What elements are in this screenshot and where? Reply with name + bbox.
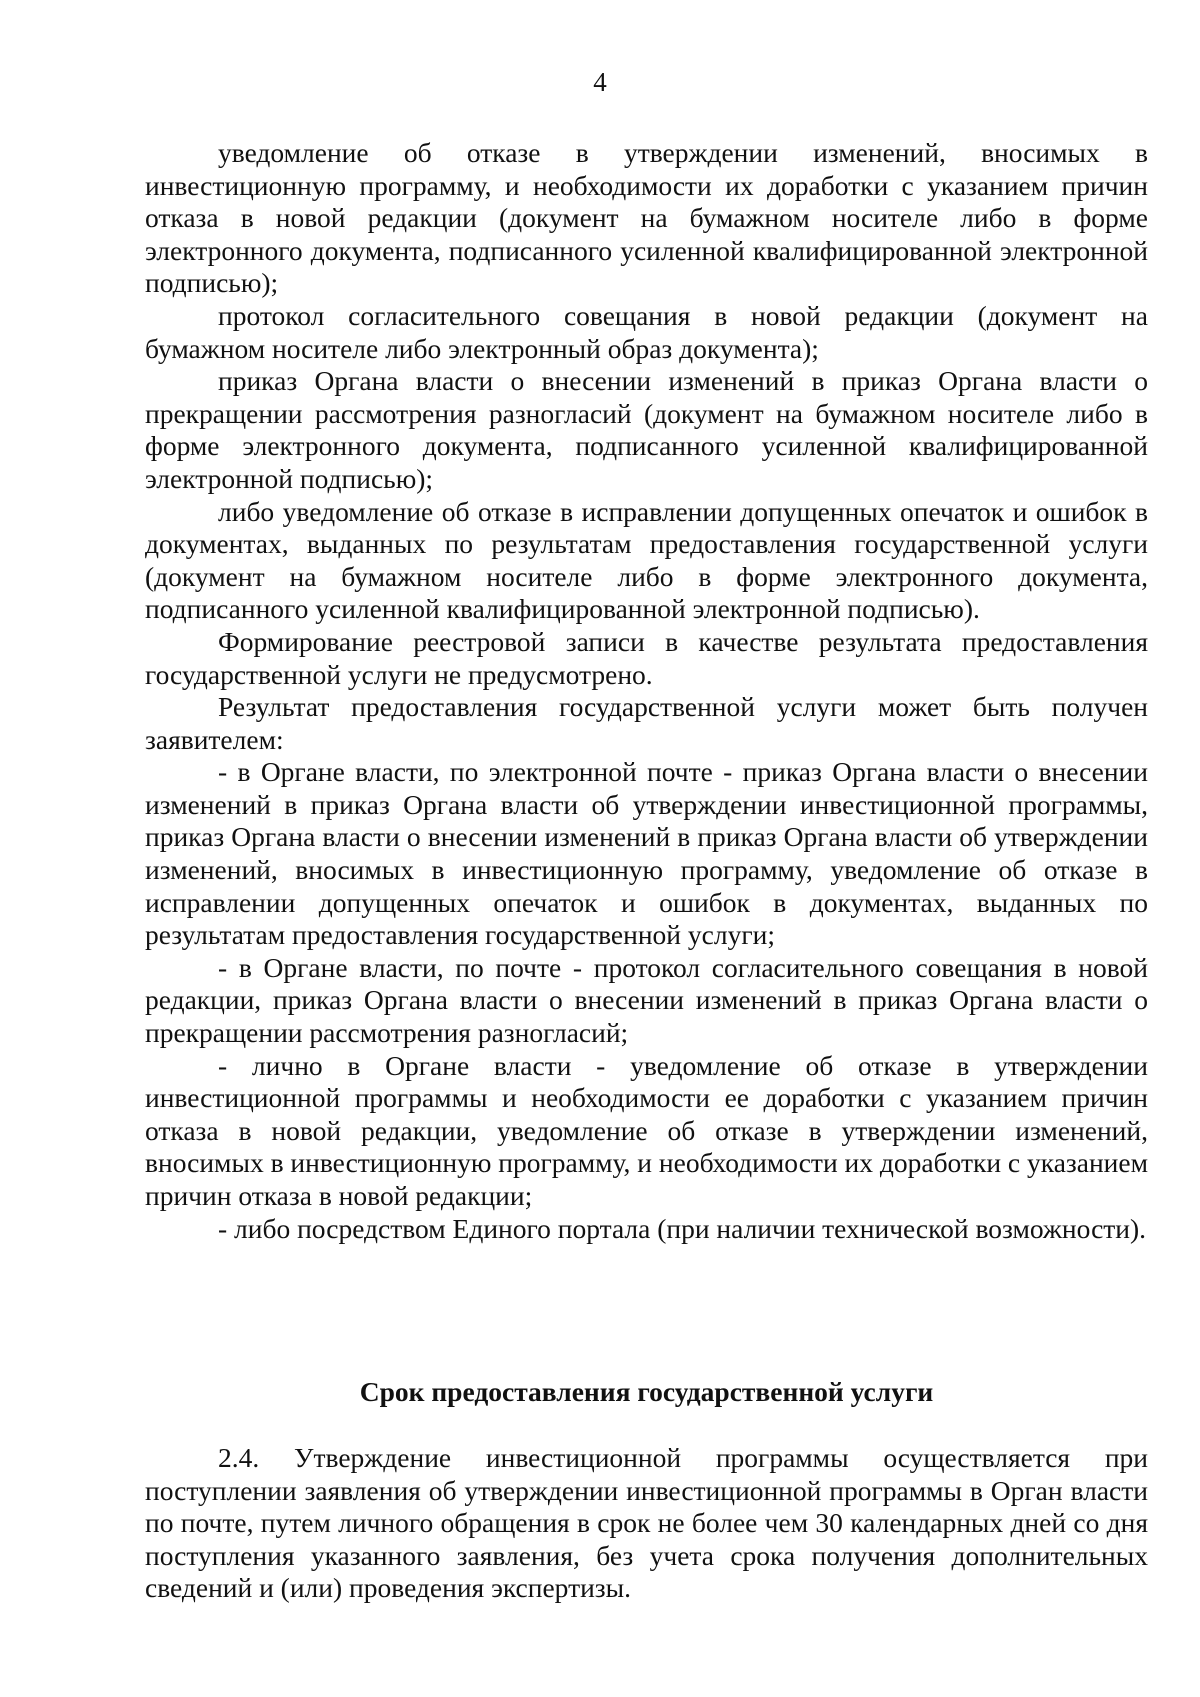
main-text bbox=[145, 137, 1148, 1245]
paragraph: - в Органе власти, по электронной почте - приказ Органа власти о внесении изменений в приказ Органа власти об утверждении инвестиционной программы, приказ Органа власти о внесении изменений в приказ Органа власти об утверждении изменений, вносимых в инвестиционную программу, уведомление об отказе в исправлении допущенных опечаток и ошибок в документах, выданных по результатам предоставления государственной услуги; bbox=[145, 756, 1148, 951]
paragraph: 2.4. Утверждение инвестиционной программы осуществляется при поступлении заявления об утверждении инвестиционной программы в Орган власти по почте, путем личного обращения в срок не более чем 30 календарных дней со дня поступления указанного заявления, без учета срока получения дополнительных сведений и (или) проведения экспертизы. bbox=[145, 1442, 1148, 1604]
section-heading: Срок предоставления государственной услуги bbox=[359, 1376, 934, 1407]
paragraph: - в Органе власти, по почте - протокол согласительного совещания в новой редакции, приказ Органа власти о внесении изменений в приказ Органа власти о прекращении рассмотрения разногласий; bbox=[145, 951, 1148, 1049]
page-number: 4 bbox=[593, 67, 607, 97]
paragraph: Результат предоставления государственной услуги может быть получен заявителем: bbox=[145, 691, 1148, 755]
paragraph: - лично в Органе власти - уведомление об отказе в утверждении инвестиционной программы и необходимости ее доработки с указанием причин отказа в новой редакции, уведомление об отказе в утверждении изменений, вносимых в инвестиционную программу, и необходимости их доработки с указанием причин отказа в новой редакции; bbox=[145, 1049, 1149, 1211]
paragraph: приказ Органа власти о внесении изменений в приказ Органа власти о прекращении рассмотрения разногласий (документ на бумажном носителе либо в форме электронного документа, подписанного усиленной квалифицированной электронной подписью); bbox=[145, 365, 1148, 494]
paragraph: уведомление об отказе в утверждении изменений, вносимых в инвестиционную программу, и необходимости их доработки с указанием причин отказа в новой редакции (документ на бумажном носителе либо в форме электронного документа, подписанного усиленной квалифицированной электронной подписью); bbox=[145, 137, 1148, 299]
paragraph: протокол согласительного совещания в новой редакции (документ на бумажном носителе либо электронный образ документа); bbox=[145, 299, 1148, 364]
section-text bbox=[145, 1442, 1148, 1605]
paragraph: - либо посредством Единого портала (при наличии технической возможности). bbox=[218, 1212, 1147, 1244]
paragraph: либо уведомление об отказе в исправлении допущенных опечаток и ошибок в документах, выданных по результатам предоставления государственной услуги (документ на бумажном носителе либо в форме электронного документа, подписанного усиленной квалифицированной электронной подписью). bbox=[145, 495, 1148, 625]
paragraph: Формирование реестровой записи в качестве результата предоставления государственной услуги не предусмотрено. bbox=[145, 625, 1148, 690]
